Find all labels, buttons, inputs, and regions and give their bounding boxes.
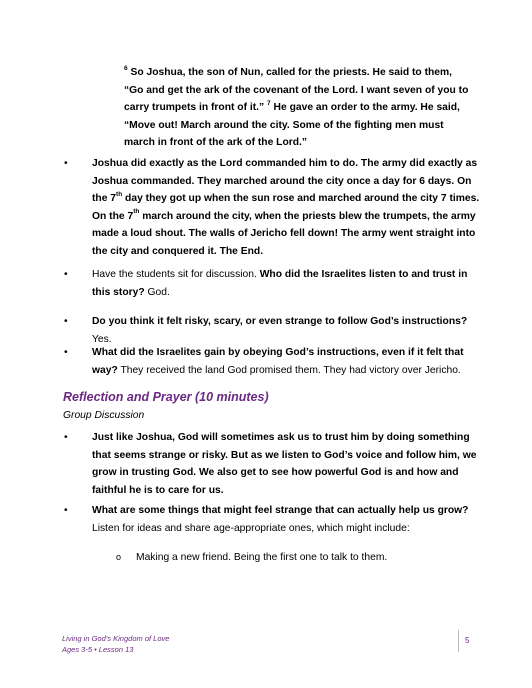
bullet-text: What are some things that might feel strange that can actually help us grow? Listen for ideas and share age-appropriate ones, which might include:: [92, 505, 469, 534]
sub-list-item: [116, 549, 456, 567]
quote-text: So Joshua, the son of Nun, called for the priests. He said to them, “Go and get the ark of the covenant of the Lord. I want seven of you to carry trumpets in front of it.”: [124, 67, 469, 113]
sub-bullet-text: Making a new friend. Being the first one to talk to them.: [136, 552, 388, 563]
bullet-marker: •: [64, 269, 68, 280]
list-item: [64, 502, 484, 537]
list-item: [64, 155, 484, 260]
bullet-marker: •: [64, 505, 68, 516]
page-number: 5: [465, 636, 470, 645]
section-heading: Reflection and Prayer (10 minutes): [63, 390, 269, 404]
footer-title: Living in God’s Kingdom of Love: [62, 634, 170, 643]
footer-divider: [458, 630, 459, 652]
scripture-quote: [124, 64, 474, 152]
bullet-text: Do you think it felt risky, scary, or even strange to follow God’s instructions? Yes.: [92, 316, 468, 345]
footer-subtitle: Ages 3-5 • Lesson 13: [62, 645, 134, 654]
list-item: [64, 313, 484, 348]
page-footer: [62, 633, 169, 655]
verse-number: 6: [124, 64, 128, 72]
bullet-marker: •: [64, 158, 68, 169]
list-item: [64, 344, 484, 379]
section-subheading: Group Discussion: [63, 410, 145, 421]
bullet-marker: •: [64, 316, 68, 327]
list-item: [64, 429, 484, 499]
bullet-text: Have the students sit for discussion. Who did the Israelites listen to and trust in this story? God.: [92, 269, 468, 298]
bullet-text: Joshua did exactly as the Lord commanded him to do. The army did exactly as Joshua commanded. They marched around the city once a day for 6 days. On the 7th day they got up when the sun rose and marched around the city 7 times. On the 7th march around the city, when the priests blew the trumpets, the army made a loud shout. The walls of Jericho fell down! The army went straight into the city and conquered it. The End.: [92, 158, 480, 257]
bullet-marker: •: [64, 347, 68, 358]
bullet-text: What did the Israelites gain by obeying God’s instructions, even if it felt that way? They received the land God promised them. They had victory over Jericho.: [92, 347, 464, 376]
quote-text: He gave an order to the army. He said, “Move out! March around the city. Some of the fighting men must march in front of the ark of the Lord.”: [124, 102, 460, 148]
verse-number: 7: [267, 99, 271, 107]
list-item: [64, 266, 484, 301]
bullet-marker: •: [64, 432, 68, 443]
sub-bullet-marker: o: [116, 552, 122, 562]
bullet-text: Just like Joshua, God will sometimes ask us to trust him by doing something that seems strange or risky. But as we listen to God’s voice and follow him, we grow in trusting God. We also get to see how powerful God is and how and faithful he is to care for us.: [92, 432, 477, 496]
